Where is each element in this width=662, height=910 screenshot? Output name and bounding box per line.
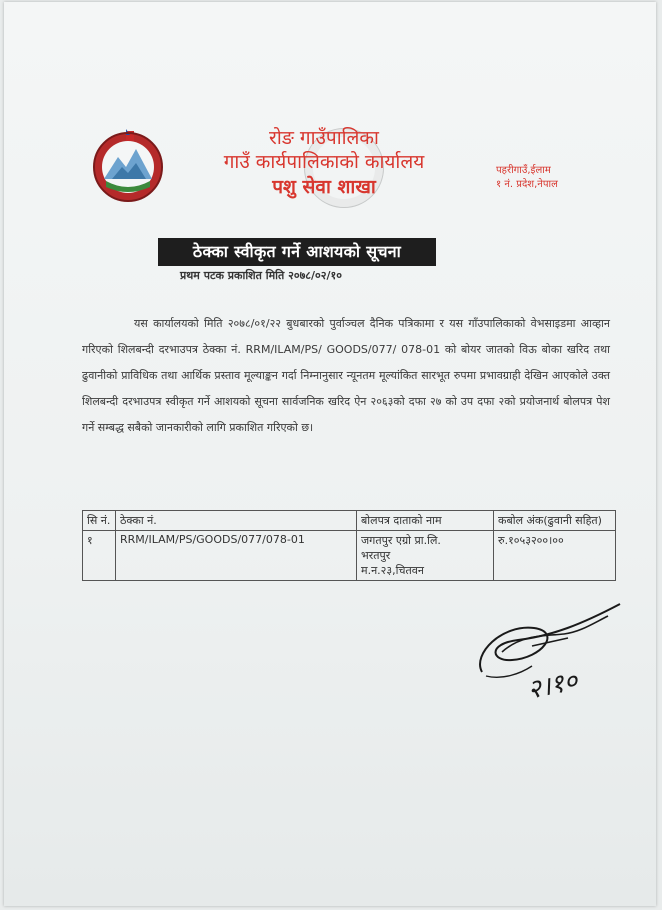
notice-title: ठेक्का स्वीकृत गर्ने आशयको सूचना (158, 238, 436, 266)
header-bidder: बोलपत्र दाताको नाम (357, 511, 494, 531)
nepal-emblem-icon (90, 127, 166, 203)
signature-date: २।१० (524, 665, 581, 706)
address-line-1: पहरीगाउँ,ईलाम (496, 165, 551, 176)
address-line-2: १ नं. प्रदेश,नेपाल (496, 179, 558, 190)
table-header-row (83, 511, 616, 531)
bidder-line-3: म.न.२३,चितवन (361, 564, 424, 577)
notice-body: यस कार्यालयको मिति २०७८/०१/२२ बुधबारको पुर्वाञ्चल दैनिक पत्रिकामा र यस गाँउपालिकाको वेभसाइडमा आव्हान गरिएको शिलबन्दी दरभाउपत्र ठेक्का नं. RRM/ILAM/PS/ GOODS/077/ 078-01 को बोयर जातको विऊ बोका खरिद तथा ढुवानीको प्राविधिक तथा आर्थिक प्रस्ताव मूल्याङ्कन गर्दा निम्नानुसार न्यूनतम मूल्यांकित सारभूत रुपमा प्रभावग्राही देखिन आएकोले उक्त शिलबन्दी दरभाउपत्र स्वीकृत गर्ने आशयको सूचना सार्वजनिक खरिद ऐन २०६३को दफा २७ को उप दफा २को प्रयोजनार्थ बोलपत्र पेश गर्ने सम्बद्ध सबैको जानकारीको लागि प्रकाशित गरिएको छ। (82, 317, 610, 434)
office-address (496, 164, 558, 192)
header-contract: ठेक्का नं. (116, 511, 357, 531)
municipality-name: रोङ गाउँपालिका (269, 127, 379, 149)
handwritten-signature (472, 594, 632, 706)
office-name: गाउँ कार्यपालिकाको कार्यालय (223, 151, 425, 173)
bidder-line-1: जगतपुर एग्रो प्रा.लि. (361, 534, 441, 547)
document-page (4, 2, 656, 906)
cell-serial: १ (83, 531, 116, 581)
section-name: पशु सेवा शाखा (272, 176, 376, 198)
office-header (174, 126, 474, 200)
cell-bidder (357, 531, 494, 581)
header-amount: कबोल अंक(ढुवानी सहित) (494, 511, 616, 531)
table-row (83, 531, 616, 581)
bid-table (82, 510, 616, 581)
bidder-line-2: भरतपुर (361, 549, 391, 562)
cell-contract: RRM/ILAM/PS/GOODS/077/078-01 (116, 531, 357, 581)
publish-date: प्रथम पटक प्रकाशित मिति २०७८/०२/१० (180, 269, 342, 282)
cell-amount: रु.१०५३२००।०० (494, 531, 616, 581)
header-serial: सि नं. (83, 511, 116, 531)
